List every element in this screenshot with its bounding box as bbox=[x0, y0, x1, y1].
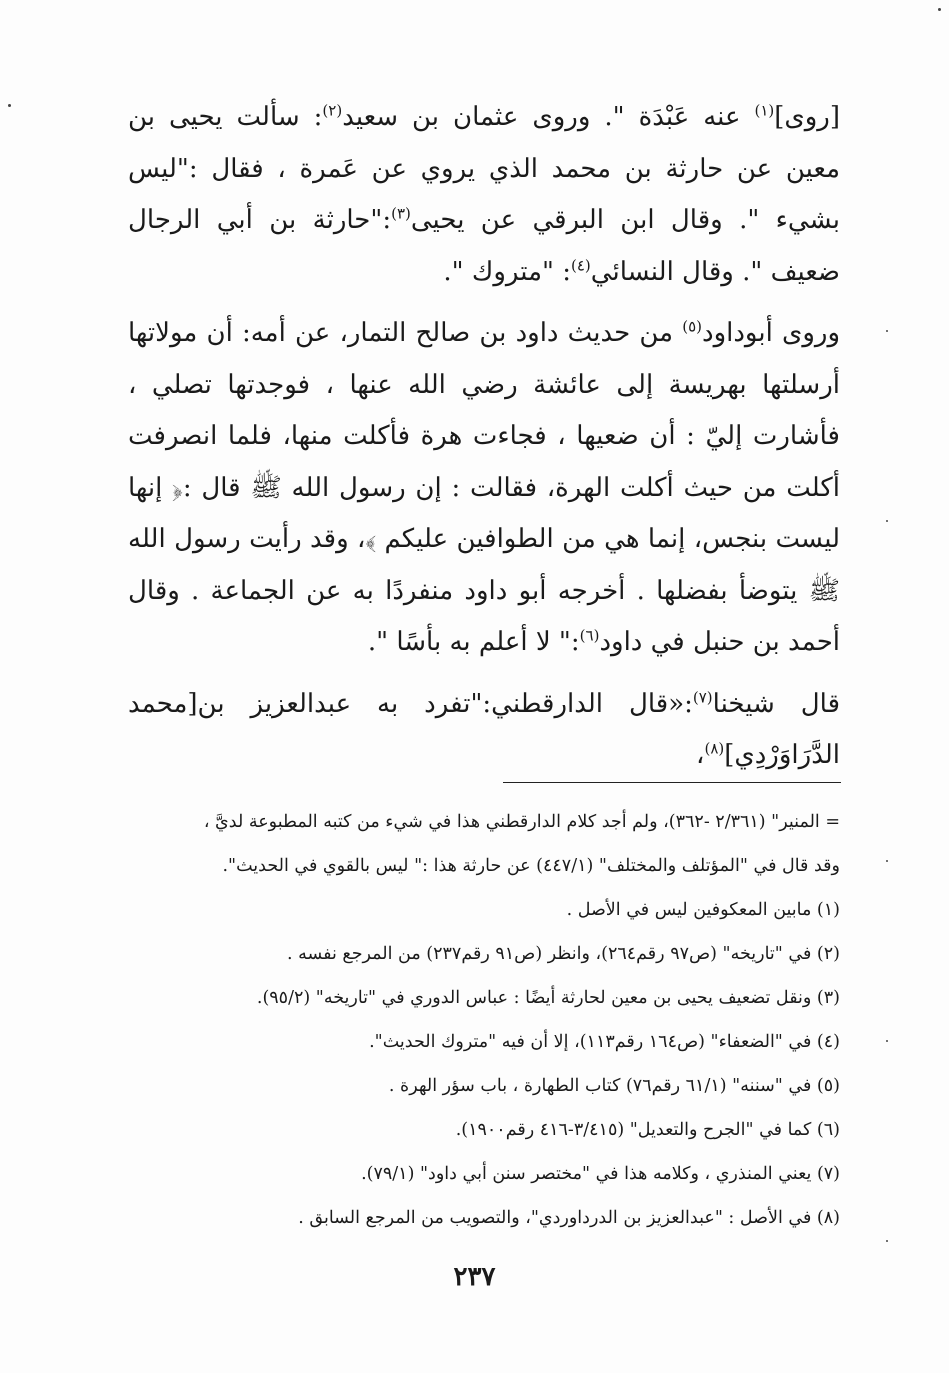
text-span: ، bbox=[696, 740, 705, 770]
text-span: :" لا أعلم به بأسًا ". bbox=[367, 627, 580, 657]
footnote-5: (٥) في "سننه" (٦١/١ رقم٧٦) كتاب الطهارة ، باب سؤر الهرة . bbox=[388, 1076, 840, 1096]
scan-speck bbox=[886, 1240, 888, 1242]
scan-speck bbox=[8, 104, 11, 107]
footnote-6: (٦) كما في "الجرح والتعديل" (٣/٤١٥-٤١٦ رقم١٩٠٠). bbox=[455, 1120, 840, 1140]
footnote-3: (٣) ونقل تضعيف يحيى بن معين لحارثة أيضًا : عباس الدوري في "تاريخه" (٩٥/٢). bbox=[256, 988, 840, 1008]
text-span: من حديث داود بن صالح التمار، عن أمه: أن مولاتها أرسلتها بهريسة إلى عائشة رضي الله عنها ، فوجدتها تصلي ، فأشارت إليّ : أن ضعيها ، فجاءت هرة فأكلت منها، فلما انصرفت أكلت من حيث أكلت الهرة، فقالت : إن رسول الله ﷺ قال :﴿ إنها ليست بنجس، إنما هي من الطوافين عليكم ﴾، وقد رأيت رسول الله ﷺ يتوضأ بفضلها . أخرجه أبو داود منفردًا به عن الجماعة . وقال أحمد بن حنبل في داود bbox=[128, 318, 840, 657]
scan-speck bbox=[886, 1040, 888, 1042]
text-span: عنه عَبْدَة ". وروى عثمان بن سعيد bbox=[342, 102, 755, 132]
scan-speck bbox=[886, 330, 888, 332]
footnote-continuation: وقد قال في "المؤتلف والمختلف" (٤٤٧/١) عن حارثة هذا :" ليس بالقوي في الحديث". bbox=[222, 856, 840, 876]
footnote-7: (٧) يعني المنذري ، وكلامه هذا في "مختصر سنن أبي داود" (٧٩/١). bbox=[361, 1164, 840, 1184]
footnote-4: (٤) في "الضعفاء" (ص١٦٤ رقم١١٣)، إلا أن فيه "متروك الحديث". bbox=[369, 1032, 840, 1052]
text-span: وروى أبوداود bbox=[702, 318, 841, 348]
footnote-ref: (٧) bbox=[692, 687, 713, 706]
text-span: : سألت يحيى بن معين عن حارثة بن محمد الذي يروي عن عَمرة ، فقال :"ليس بشيء ". وقال ابن البرقي عن يحيى bbox=[128, 102, 841, 235]
footnote-ref: (١) bbox=[754, 101, 775, 120]
footnote-ref: (٦) bbox=[579, 626, 600, 645]
text-span: [روى] bbox=[774, 102, 840, 132]
scan-speck bbox=[938, 8, 941, 11]
footnote-1: (١) مابين المعكوفين ليس في الأصل . bbox=[566, 900, 840, 920]
footnote-separator bbox=[503, 782, 841, 783]
footnote-2: (٢) في "تاريخه" (ص٩٧ رقم٢٦٤)، وانظر (ص٩١ رقم٢٣٧) من المرجع نفسه . bbox=[286, 944, 840, 964]
footnote-ref: (٤) bbox=[571, 255, 591, 274]
scan-speck bbox=[886, 520, 888, 522]
footnote-8: (٨) في الأصل : "عبدالعزيز بن الدرداوردي"، والتصويب من المرجع السابق . bbox=[298, 1208, 840, 1228]
footnote-continuation: = المنير" (٢/٣٦١ -٣٦٢)، ولم أجد كلام الدارقطني هذا في شيء من كتبه المطبوعة لديَّ ، bbox=[203, 812, 840, 832]
page-number: ٢٣٧ bbox=[453, 1262, 496, 1292]
footnote-ref: (٢) bbox=[322, 101, 343, 120]
footnotes bbox=[148, 800, 840, 1240]
paragraph-2 bbox=[128, 308, 840, 669]
text-span: :«قال الدارقطني:"تفرد به عبدالعزيز بن[محمد الدَّرَاوَرْدِي] bbox=[128, 688, 840, 770]
text-span: :"حارثة بن أبي الرجال ضعيف ". وقال النسائي bbox=[128, 205, 840, 287]
footnote-ref: (٣) bbox=[391, 204, 411, 223]
main-text bbox=[128, 92, 840, 792]
footnote-ref: (٨) bbox=[704, 739, 725, 758]
text-span: : "متروك ". bbox=[443, 256, 571, 287]
paragraph-1 bbox=[128, 92, 840, 298]
paragraph-3 bbox=[128, 679, 840, 782]
footnote-ref: (٥) bbox=[682, 317, 702, 336]
scan-speck bbox=[886, 860, 888, 862]
text-span: قال شيخنا bbox=[712, 688, 841, 719]
